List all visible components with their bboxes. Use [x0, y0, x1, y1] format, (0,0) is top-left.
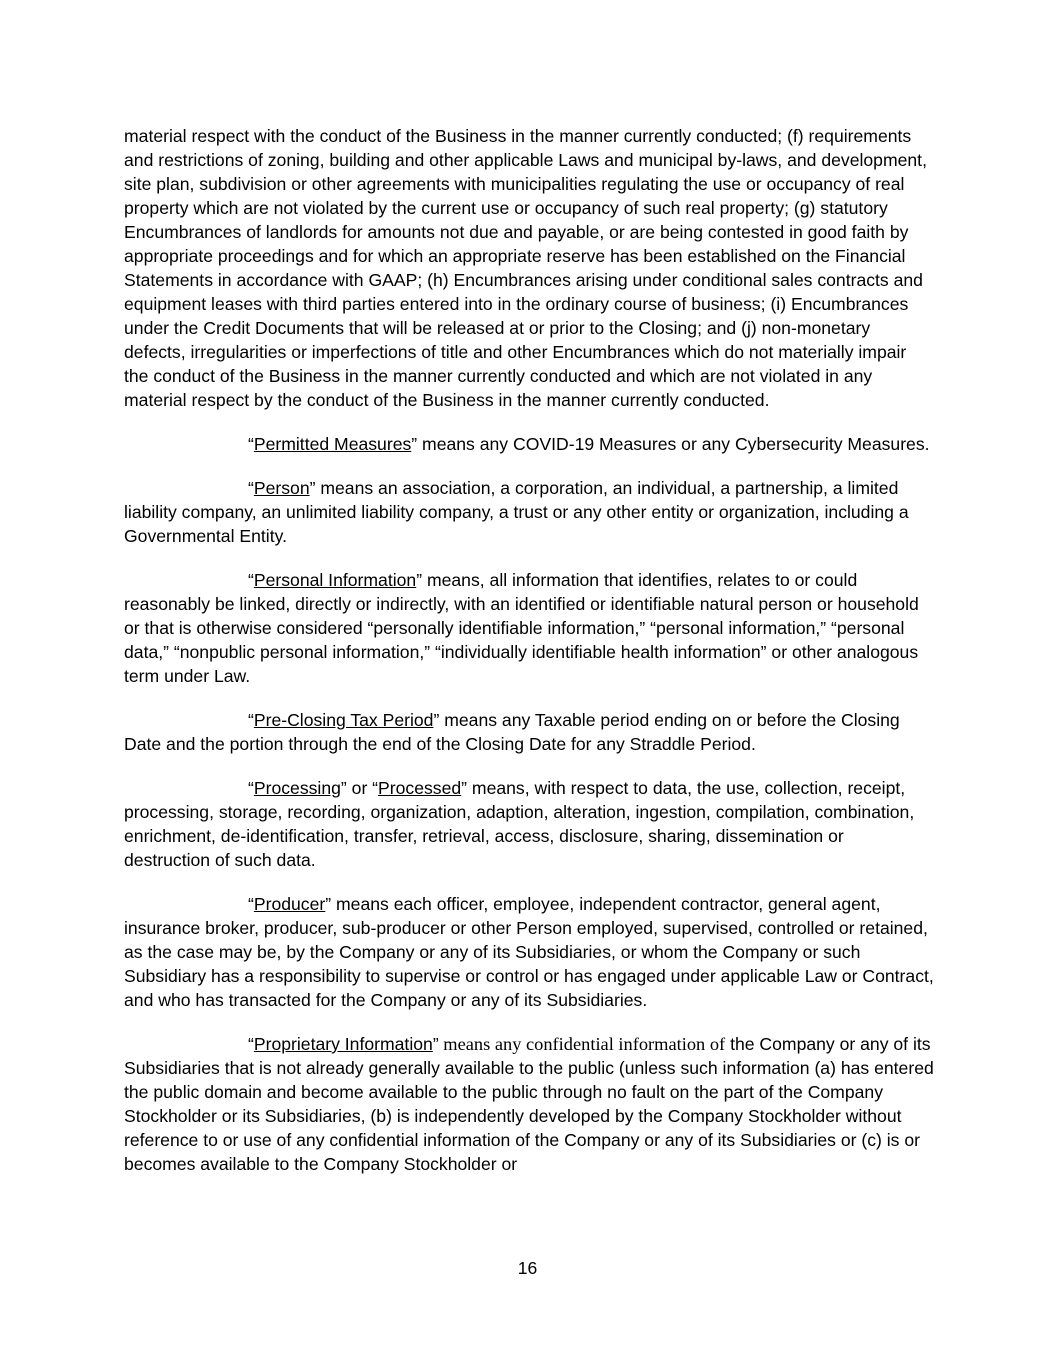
definition-personal-information — [124, 568, 934, 688]
open-quote: “ — [248, 1034, 254, 1054]
defined-term: Personal Information — [253, 570, 417, 590]
close-quote: ” — [325, 894, 332, 914]
definition-permitted-measures — [124, 432, 934, 456]
continuation-paragraph: material respect with the conduct of the Business in the manner currently conducted; (f) requirements and restrictions of zoning, building and other applicable Laws and municipal by-laws, and development, site plan, subdivision or other agreements with municipalities regulating the use or occupancy of real property which are not violated by the current use or occupancy of such real property; (g) statutory Encumbrances of landlords for amounts not due and payable, or are being contested in good faith by appropriate proceedings and for which an appropriate reserve has been established on the Financial Statements in accordance with GAAP; (h) Encumbrances arising under conditional sales contracts and equipment leases with third parties entered into in the ordinary course of business; (i) Encumbrances under the Credit Documents that will be released at or prior to the Closing; and (j) non-monetary defects, irregularities or imperfections of title and other Encumbrances which do not materially impair the conduct of the Business in the manner currently conducted and which are not violated in any material respect by the conduct of the Business in the manner currently conducted. — [124, 126, 927, 410]
defined-term: Person — [253, 478, 310, 498]
open-quote: “ — [248, 570, 254, 590]
open-quote: “ — [248, 478, 254, 498]
definition-text: means any Taxable period ending on or before the Closing Date and the portion through the end of the Closing Date for any Straddle Period. — [124, 710, 900, 754]
definition-producer — [124, 892, 934, 1012]
close-quote: ” — [432, 1034, 439, 1054]
definition-text: means, with respect to data, the use, collection, receipt, processing, storage, recording, organization, adaption, alteration, ingestion, compilation, combination, enrichment, de-identification, transfer, retrieval, access, disclosure, sharing, dissemination or destruction of such data. — [124, 778, 915, 870]
definition-text: the Company or any of its Subsidiaries that is not already generally available to the public (unless such information (a) has entered the public domain and become available to the public through no fault on the part of the Company Stockholder or its Subsidiaries, (b) is independently developed by the Company Stockholder without reference to or use of any confidential information of the Company or any of its Subsidiaries or (c) is or becomes available to the Company Stockholder or — [124, 1034, 934, 1174]
close-quote: ” — [340, 778, 347, 798]
close-quote: ” — [416, 570, 423, 590]
document-page — [124, 124, 934, 1196]
definition-text: means an association, a corporation, an individual, a partnership, a limited liability company, an unlimited liability company, a trust or any other entity or organization, including a Governmental Entity. — [124, 478, 909, 546]
definition-pre-closing-tax-period — [124, 708, 934, 756]
definition-text: means, all information that identifies, relates to or could reasonably be linked, directly or indirectly, with an identified or identifiable natural person or household or that is otherwise considered “personally identifiable information,” “personal information,” “personal data,” “nonpublic personal information,” “individually identifiable health information” or other analogous term under Law. — [124, 570, 919, 686]
page-number: 16 — [517, 1258, 538, 1278]
defined-term: Processing — [253, 778, 341, 798]
definition-proprietary-information — [124, 1032, 934, 1176]
defined-term: Pre-Closing Tax Period — [253, 710, 434, 730]
defined-term-2: Processed — [378, 778, 462, 798]
close-quote-2: ” — [461, 778, 468, 798]
definition-processing — [124, 776, 934, 872]
defined-term: Permitted Measures — [253, 434, 412, 454]
open-quote: “ — [248, 778, 254, 798]
close-quote: ” — [433, 710, 440, 730]
definition-text-serif: means any confidential information of — [438, 1034, 726, 1054]
conjunction-text: or “ — [346, 778, 379, 798]
open-quote: “ — [248, 434, 254, 454]
definition-text: means any COVID-19 Measures or any Cybersecurity Measures. — [417, 434, 930, 454]
close-quote: ” — [411, 434, 418, 454]
open-quote: “ — [248, 894, 254, 914]
defined-term: Proprietary Information — [253, 1034, 433, 1054]
definition-person — [124, 476, 934, 548]
close-quote: ” — [309, 478, 316, 498]
open-quote: “ — [248, 710, 254, 730]
definition-text: means each officer, employee, independent contractor, general agent, insurance broker, producer, sub-producer or other Person employed, supervised, controlled or retained, as the case may be, by the Company or any of its Subsidiaries, or whom the Company or such Subsidiary has a responsibility to supervise or control or has engaged under applicable Law or Contract, and who has transacted for the Company or any of its Subsidiaries. — [124, 894, 934, 1010]
defined-term: Producer — [253, 894, 326, 914]
